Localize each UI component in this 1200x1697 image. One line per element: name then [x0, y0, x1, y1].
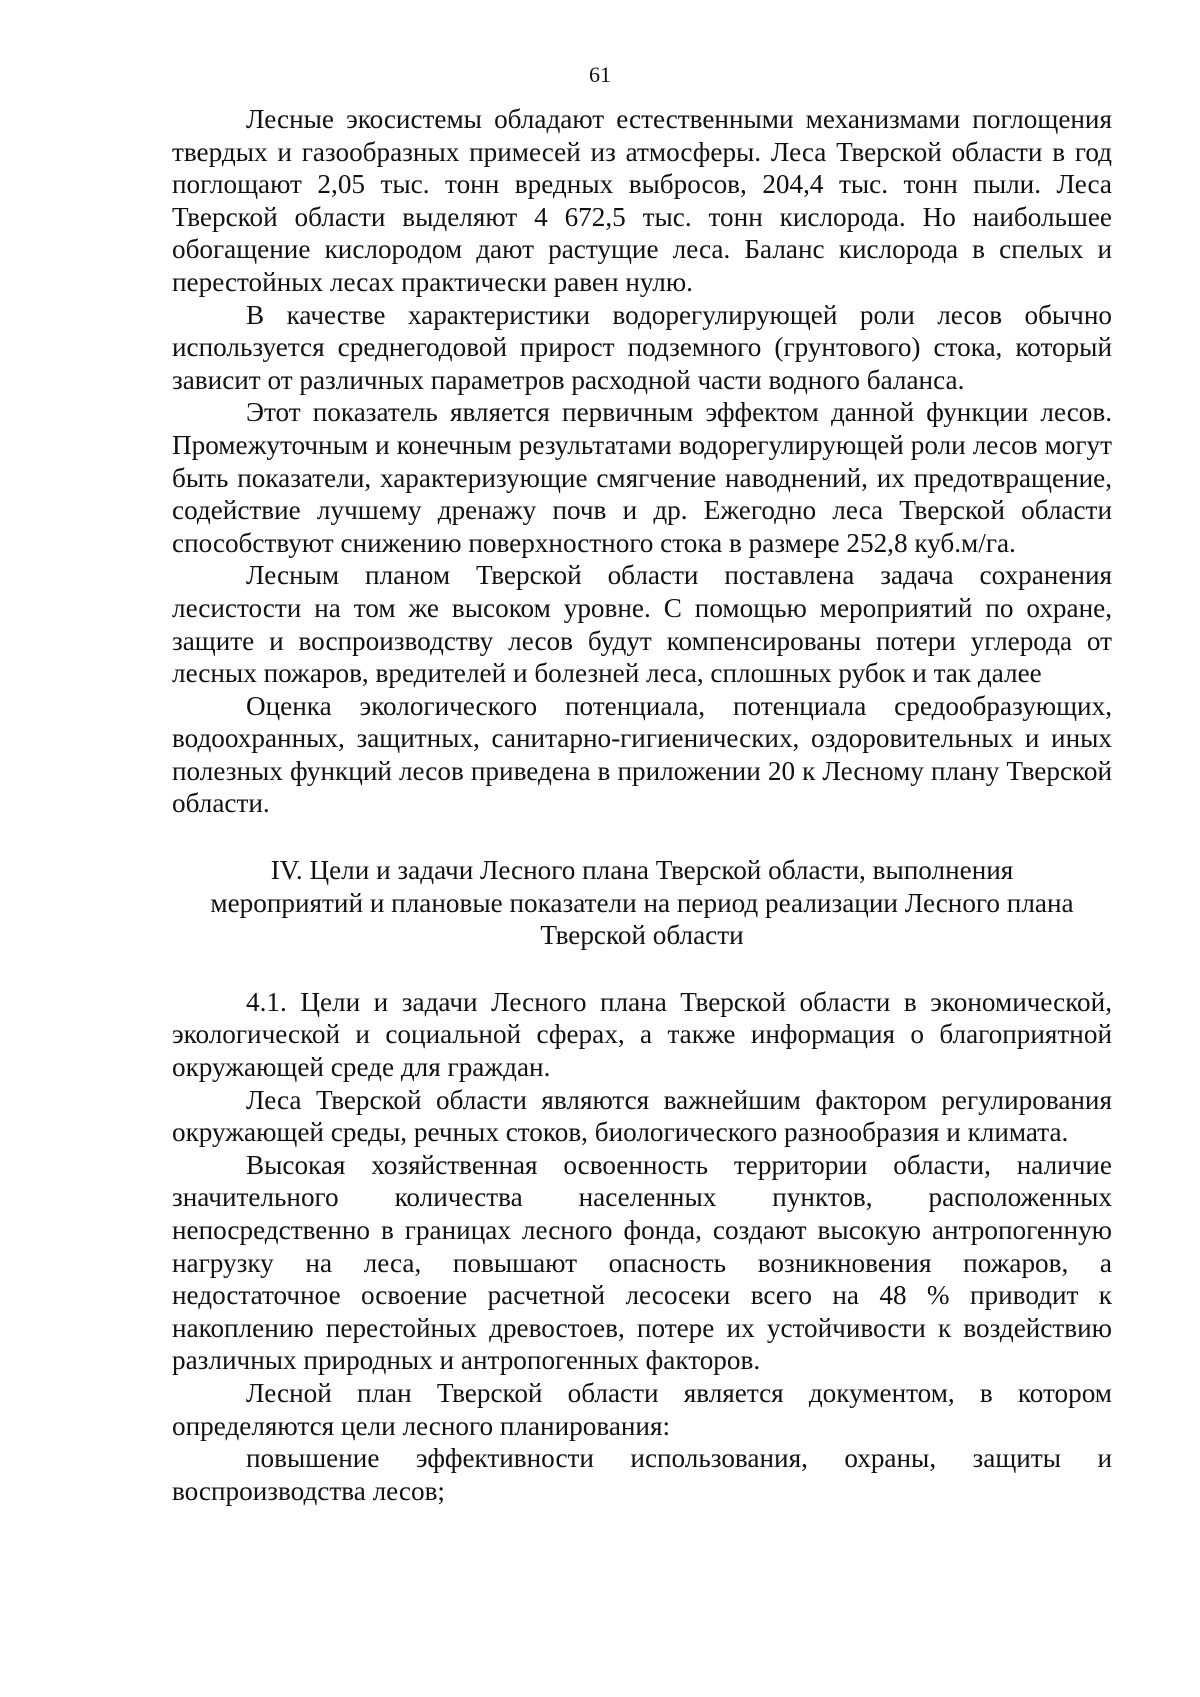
paragraph-goals-4-1: 4.1. Цели и задачи Лесного плана Тверской области в экономической, экологической и социальной сферах, а также информация о благоприятной окружающей среде для граждан.	[172, 986, 1112, 1083]
paragraph-forest-plan-document: Лесной план Тверской области является документом, в котором определяются цели лесного планирования:	[172, 1377, 1112, 1441]
paragraph-forest-importance: Леса Тверской области являются важнейшим фактором регулирования окружающей среды, речных стоков, биологического разнообразия и климата.	[172, 1084, 1112, 1148]
paragraph-forest-ecosystems: Лесные экосистемы обладают естественными механизмами поглощения твердых и газообразных примесей из атмосферы. Леса Тверской области в год поглощают 2,05 тыс. тонн вредных выбросов, 204,4 тыс. тонн пыли. Леса Тверской области выделяют 4 672,5 тыс. тонн кислорода. Но наибольшее обогащение кислородом дают растущие леса. Баланс кислорода в спелых и перестойных лесах практически равен нулю.	[172, 104, 1112, 297]
paragraph-ecological-potential: Оценка экологического потенциала, потенциала средообразующих, водоохранных, защитных, санитарно-гигиенических, оздоровительных и иных полезных функций лесов приведена в приложении 20 к Лесному плану Тверской области.	[172, 690, 1112, 819]
section-heading: IV. Цели и задачи Лесного плана Тверской области, выполнения мероприятий и плановые показатели на период реализации Лесного плана Тверской области	[210, 855, 1074, 951]
paragraph-economic-development: Высокая хозяйственная освоенность территории области, наличие значительного количества населенных пунктов, расположенных непосредственно в границах лесного фонда, создают высокую антропогенную нагрузку на леса, повышают опасность возникновения пожаров, а недостаточное освоение расчетной лесосеки всего на 48 % приводит к накоплению перестойных древостоев, потере их устойчивости к воздействию различных природных и антропогенных факторов.	[172, 1149, 1112, 1376]
page-content	[172, 103, 1112, 1507]
paragraph-primary-effect: Этот показатель является первичным эффектом данной функции лесов. Промежуточным и конечным результатами водорегулирующей роли лесов могут быть показатели, характеризующие смягчение наводнений, их предотвращение, содействие лучшему дренажу почв и др. Ежегодно леса Тверской области способствуют снижению поверхностного стока в размере 252,8 куб.м/га.	[172, 397, 1112, 558]
paragraph-efficiency-goal: повышение эффективности использования, охраны, защиты и воспроизводства лесов;	[172, 1443, 1112, 1506]
paragraph-forest-cover-task: Лесным планом Тверской области поставлена задача сохранения лесистости на том же высоком уровне. С помощью мероприятий по охране, защите и воспроизводству лесов будут компенсированы потери углерода от лесных пожаров, вредителей и болезней леса, сплошных рубок и так далее	[172, 560, 1112, 689]
paragraph-water-regulating-role: В качестве характеристики водорегулирующей роли лесов обычно используется среднегодовой прирост подземного (грунтового) стока, который зависит от различных параметров расходной части водного баланса.	[172, 299, 1112, 395]
page-number: 61	[589, 62, 611, 87]
